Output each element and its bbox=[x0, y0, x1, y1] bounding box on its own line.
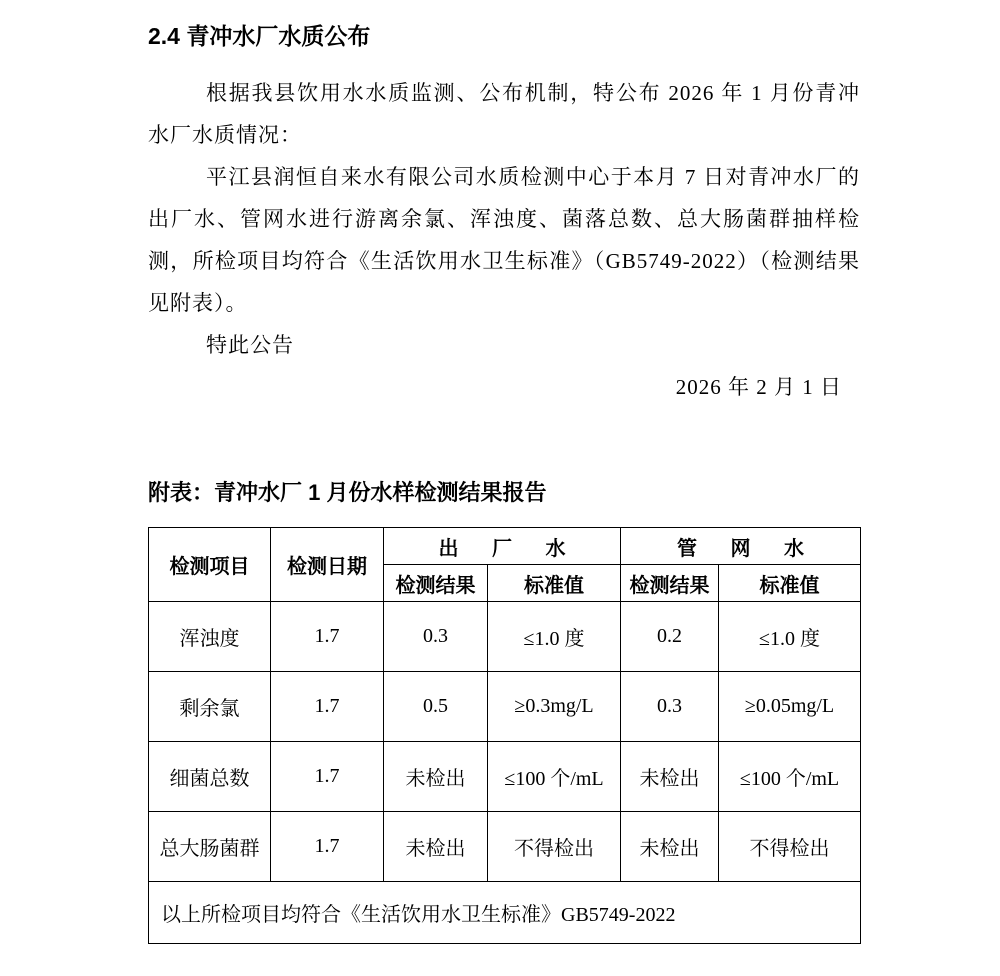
col-group-pipe-network-water: 管 网 水 bbox=[621, 528, 861, 565]
cell-pipe-standard: ≤100 个/mL bbox=[719, 742, 861, 812]
cell-pipe-standard: ≤1.0 度 bbox=[719, 602, 861, 672]
table-footer-row bbox=[149, 882, 861, 944]
cell-outlet-result: 未检出 bbox=[384, 742, 488, 812]
table-row bbox=[149, 602, 861, 672]
table-title: 附表：青冲水厂 1 月份水样检测结果报告 bbox=[148, 480, 547, 505]
cell-outlet-result: 0.5 bbox=[384, 672, 488, 742]
cell-outlet-standard: ≤100 个/mL bbox=[488, 742, 621, 812]
cell-pipe-result: 0.2 bbox=[621, 602, 719, 672]
paragraph-notice: 特此公告 bbox=[206, 333, 294, 357]
table-row bbox=[149, 672, 861, 742]
cell-outlet-result: 未检出 bbox=[384, 812, 488, 882]
col-header-outlet-standard: 标准值 bbox=[488, 565, 621, 602]
cell-test-item: 细菌总数 bbox=[149, 742, 271, 812]
cell-pipe-result: 未检出 bbox=[621, 742, 719, 812]
col-header-pipe-result: 检测结果 bbox=[621, 565, 719, 602]
col-header-outlet-result: 检测结果 bbox=[384, 565, 488, 602]
cell-test-item: 总大肠菌群 bbox=[149, 812, 271, 882]
cell-outlet-standard: 不得检出 bbox=[488, 812, 621, 882]
paragraph-intro: 根据我县饮用水水质监测、公布机制，特公布 2026 年 1 月份青冲水厂水质情况： bbox=[148, 81, 860, 147]
table-row bbox=[149, 742, 861, 812]
table-row bbox=[149, 812, 861, 882]
table-footer-note: 以上所检项目均符合《生活饮用水卫生标准》GB5749-2022 bbox=[149, 882, 861, 944]
cell-pipe-standard: 不得检出 bbox=[719, 812, 861, 882]
col-header-pipe-standard: 标准值 bbox=[719, 565, 861, 602]
col-group-outlet-water: 出 厂 水 bbox=[384, 528, 621, 565]
document-page bbox=[148, 22, 860, 944]
cell-test-item: 浑浊度 bbox=[149, 602, 271, 672]
cell-outlet-result: 0.3 bbox=[384, 602, 488, 672]
water-quality-table bbox=[148, 527, 861, 944]
cell-pipe-result: 0.3 bbox=[621, 672, 719, 742]
date-line: 2026 年 2 月 1 日 bbox=[675, 375, 842, 399]
col-header-test-date: 检测日期 bbox=[271, 528, 384, 602]
cell-outlet-standard: ≤1.0 度 bbox=[488, 602, 621, 672]
cell-test-item: 剩余氯 bbox=[149, 672, 271, 742]
paragraph-body: 平江县润恒自来水有限公司水质检测中心于本月 7 日对青冲水厂的出厂水、管网水进行游离余氯、浑浊度、菌落总数、总大肠菌群抽样检测，所检项目均符合《生活饮用水卫生标准》（GB5749-2022）（检测结果见附表）。 bbox=[148, 165, 860, 315]
cell-test-date: 1.7 bbox=[271, 812, 384, 882]
cell-pipe-result: 未检出 bbox=[621, 812, 719, 882]
cell-outlet-standard: ≥0.3mg/L bbox=[488, 672, 621, 742]
cell-test-date: 1.7 bbox=[271, 602, 384, 672]
table-header-row-groups bbox=[149, 528, 861, 565]
col-header-test-item: 检测项目 bbox=[149, 528, 271, 602]
cell-test-date: 1.7 bbox=[271, 742, 384, 812]
cell-test-date: 1.7 bbox=[271, 672, 384, 742]
section-title: 2.4 青冲水厂水质公布 bbox=[148, 23, 371, 49]
cell-pipe-standard: ≥0.05mg/L bbox=[719, 672, 861, 742]
